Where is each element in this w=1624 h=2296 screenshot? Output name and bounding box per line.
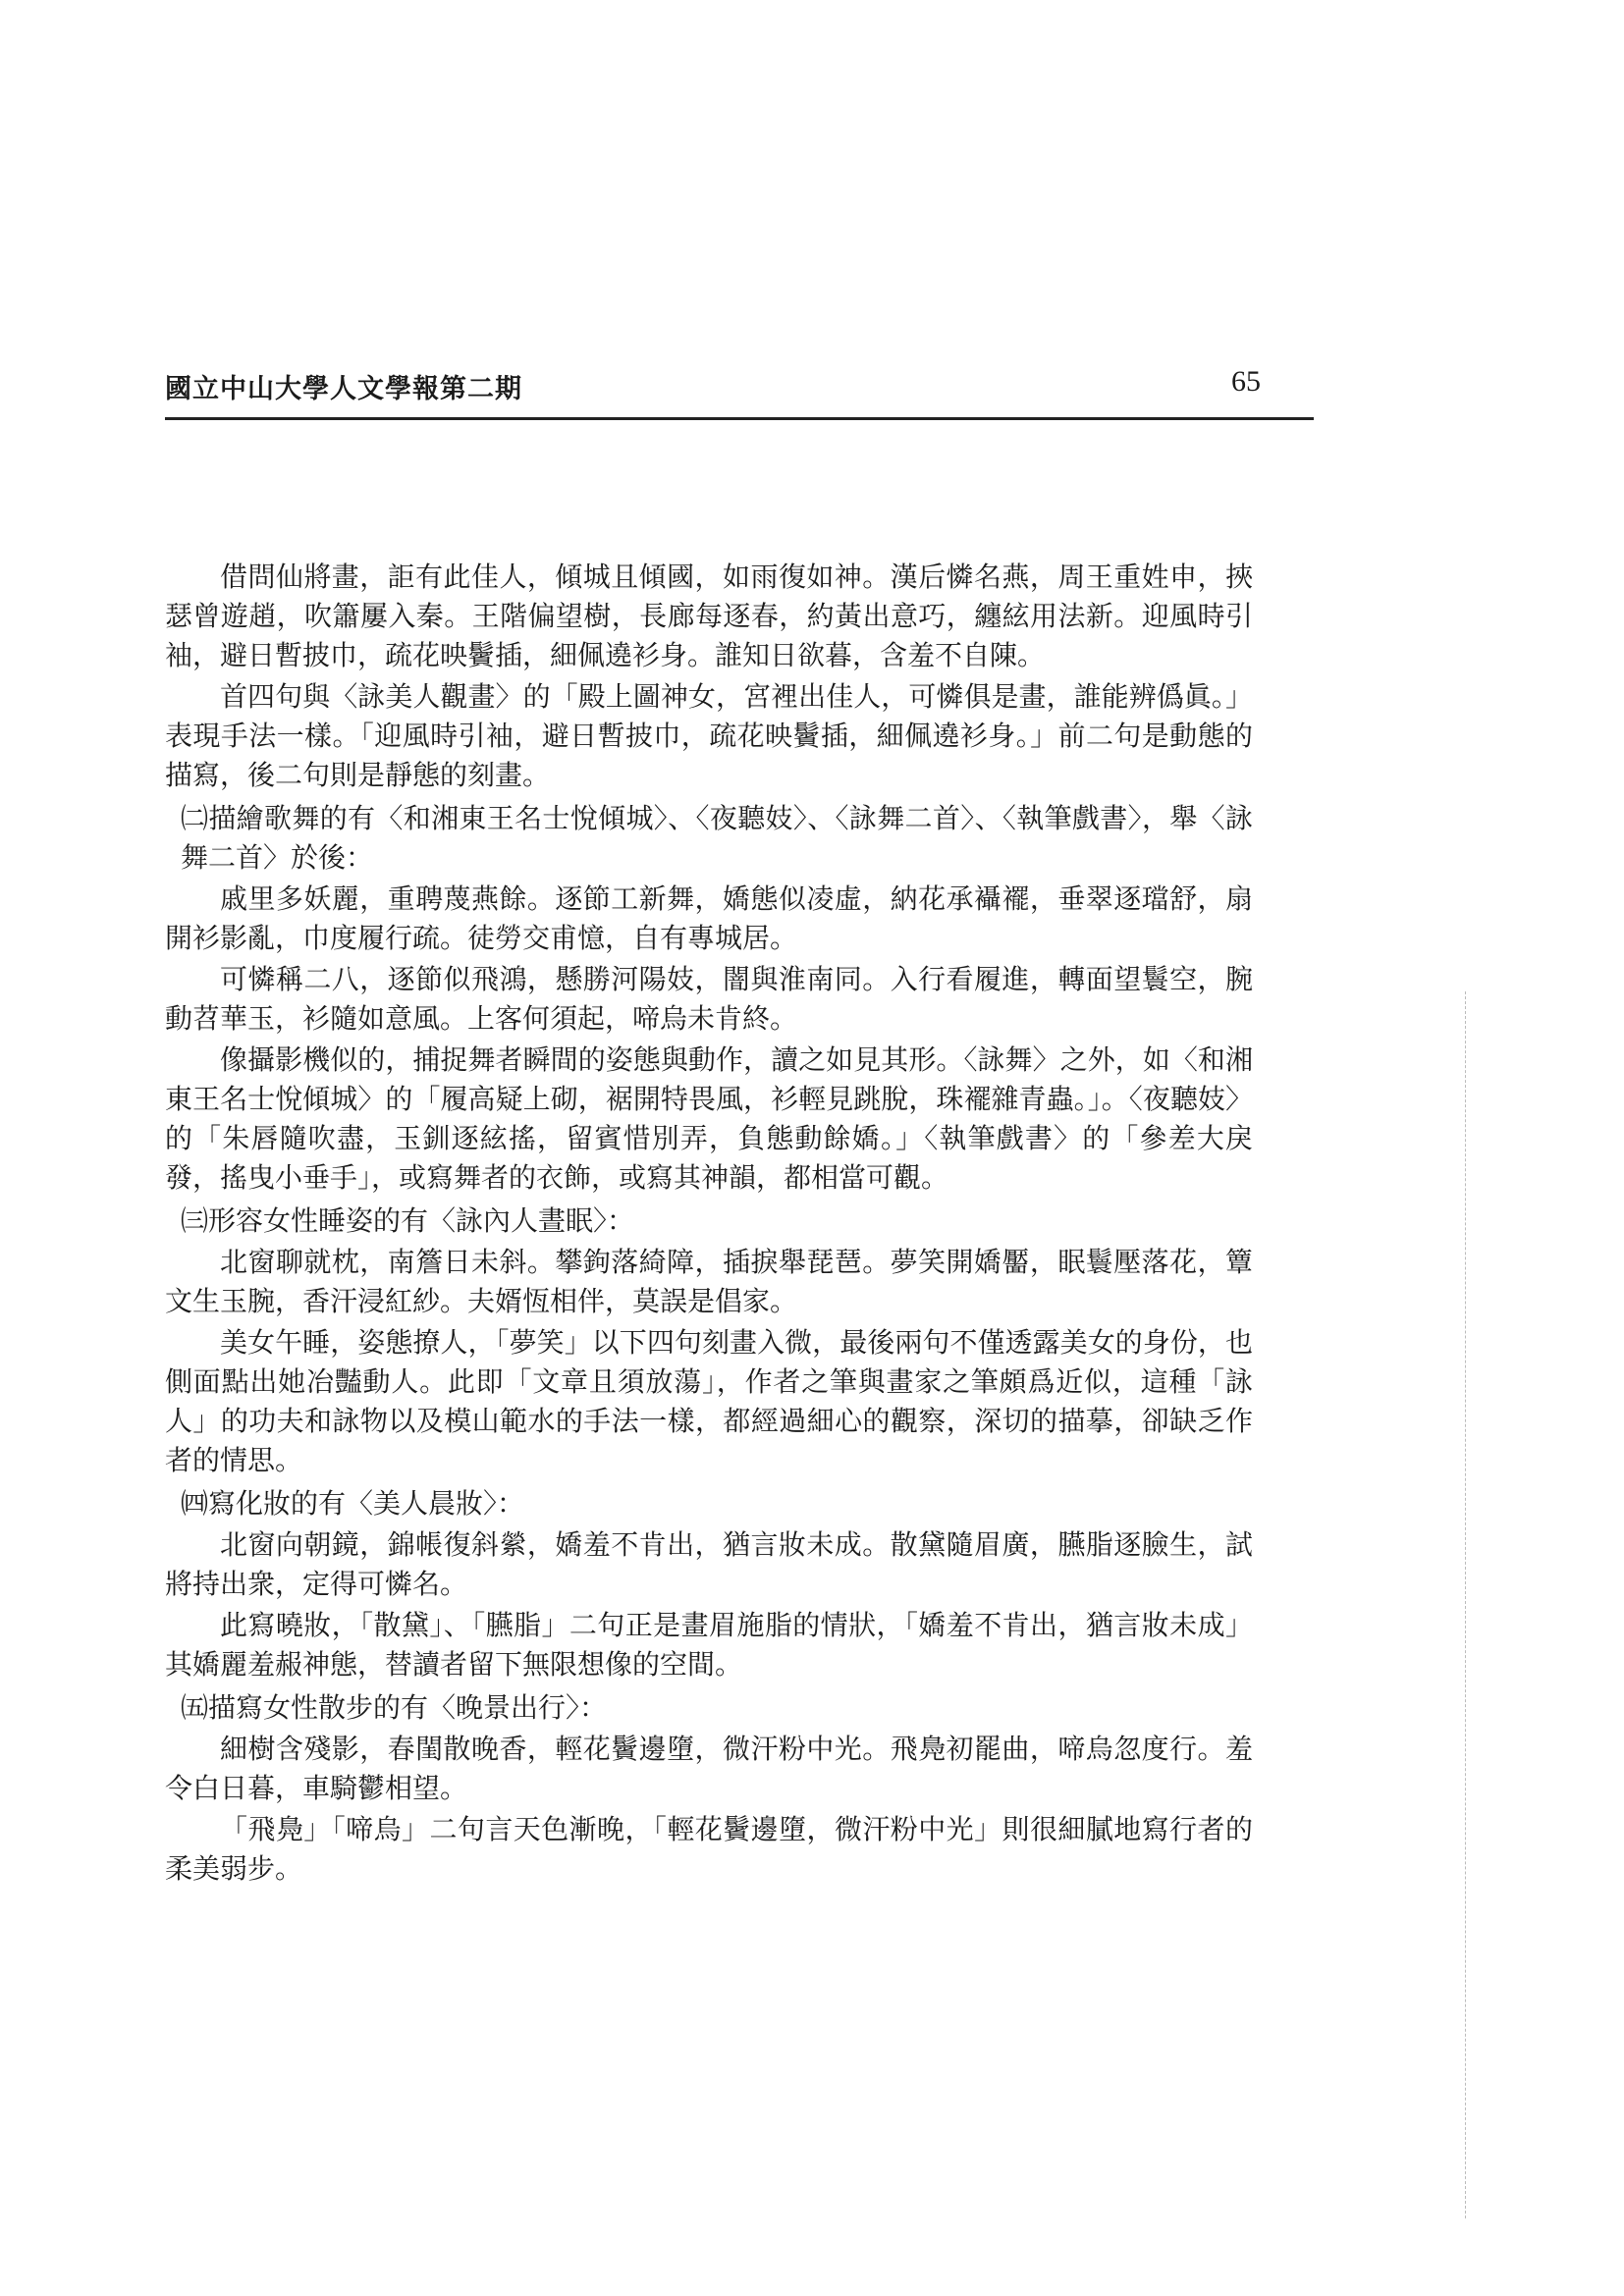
- running-header: [165, 367, 1314, 414]
- scan-edge-line: [1465, 991, 1466, 2218]
- commentary-paragraph: 美女午睡，姿態撩人，「夢笑」以下四句刻畫入微，最後兩句不僅透露美女的身份，也側面點出她冶豔動人。此即「文章且須放蕩」，作者之筆與畫家之筆頗爲近似，這種「詠人」的功夫和詠物以及模山範水的手法一樣，都經過細心的觀察，深切的描摹，卻缺乏作者的情思。: [165, 1326, 1253, 1476]
- section-heading: ㈣寫化妝的有〈美人晨妝〉：: [181, 1487, 525, 1520]
- body-text: [165, 558, 1253, 1891]
- poem-paragraph: 北窗聊就枕，南簷日未斜。攀鉤落綺障，插捩舉琵琶。夢笑開嬌靨，眠鬟壓落花，簟文生玉腕，香汗浸紅紗。夫婿恆相伴，莫誤是倡家。: [165, 1246, 1253, 1317]
- journal-title: 國立中山大學人文學報第二期: [165, 374, 522, 404]
- poem-paragraph: 北窗向朝鏡，錦帳復斜縈，嬌羞不肯出，猶言妝未成。散黛隨眉廣，臙脂逐臉生，試將持出衆，定得可憐名。: [165, 1528, 1253, 1600]
- poem-paragraph: 戚里多妖麗，重聘蔑燕餘。逐節工新舞，嬌態似凌虛，納花承襵襬，垂翠逐璫舒，扇開衫影亂，巾度履行疏。徒勞交甫憶，自有專城居。: [165, 882, 1253, 954]
- commentary-paragraph: 首四句與〈詠美人觀畫〉的「殿上圖神女，宮裡出佳人，可憐俱是畫，誰能辨僞眞。」表現手法一樣。「迎風時引袖，避日暫披巾，疏花映鬢插，細佩遶衫身。」前二句是動態的描寫，後二句則是靜態的刻畫。: [165, 680, 1253, 791]
- section-heading: ㈤描寫女性散步的有〈晚景出行〉：: [181, 1691, 608, 1724]
- poem-paragraph: 借問仙將畫，詎有此佳人，傾城且傾國，如雨復如神。漢后憐名燕，周王重姓申，挾瑟曾遊趙，吹簫屢入秦。王階偏望樹，長廊每逐春，約黃出意巧，纏絃用法新。迎風時引袖，避日暫披巾，疏花映鬢插，細佩遶衫身。誰知日欲暮，含羞不自陳。: [165, 561, 1253, 671]
- section-heading: ㈢形容女性睡姿的有〈詠內人晝眠〉：: [181, 1204, 635, 1237]
- commentary-paragraph: 像攝影機似的，捕捉舞者瞬間的姿態與動作，讀之如見其形。〈詠舞〉之外，如〈和湘東王名士悅傾城〉的「履高疑上砌，裾開特畏風，衫輕見跳脫，珠襬雜青蟲。」。〈夜聽妓〉的「朱唇隨吹盡，玉釧逐絃搖，留賓惜別弄，負態動餘嬌。」〈執筆戲書〉的「參差大戾發，搖曳小垂手」，或寫舞者的衣飾，或寫其神韻，都相當可觀。: [165, 1043, 1253, 1194]
- section-heading: ㈡描繪歌舞的有〈和湘東王名士悅傾城〉、〈夜聽妓〉、〈詠舞二首〉、〈執筆戲書〉，舉〈詠舞二首〉於後：: [181, 802, 1253, 874]
- commentary-paragraph: 此寫曉妝，「散黛」、「臙脂」二句正是畫眉施脂的情狀，「嬌羞不肯出，猶言妝未成」其嬌麗羞赧神態，替讀者留下無限想像的空間。: [165, 1609, 1253, 1681]
- commentary-paragraph: 「飛鳧」「啼烏」二句言天色漸晚，「輕花鬢邊墮，微汗粉中光」則很細膩地寫行者的柔美弱步。: [165, 1813, 1253, 1885]
- page-number: 65: [1231, 365, 1261, 398]
- poem-paragraph: 可憐稱二八，逐節似飛鴻，懸勝河陽妓，闇與淮南同。入行看履進，轉面望鬟空，腕動苕華玉，衫隨如意風。上客何須起，啼烏未肯終。: [165, 963, 1253, 1035]
- header-rule: [165, 417, 1314, 420]
- poem-paragraph: 細樹含殘影，春閨散晚香，輕花鬢邊墮，微汗粉中光。飛鳧初罷曲，啼烏忽度行。羞令白日暮，車騎鬱相望。: [165, 1733, 1253, 1804]
